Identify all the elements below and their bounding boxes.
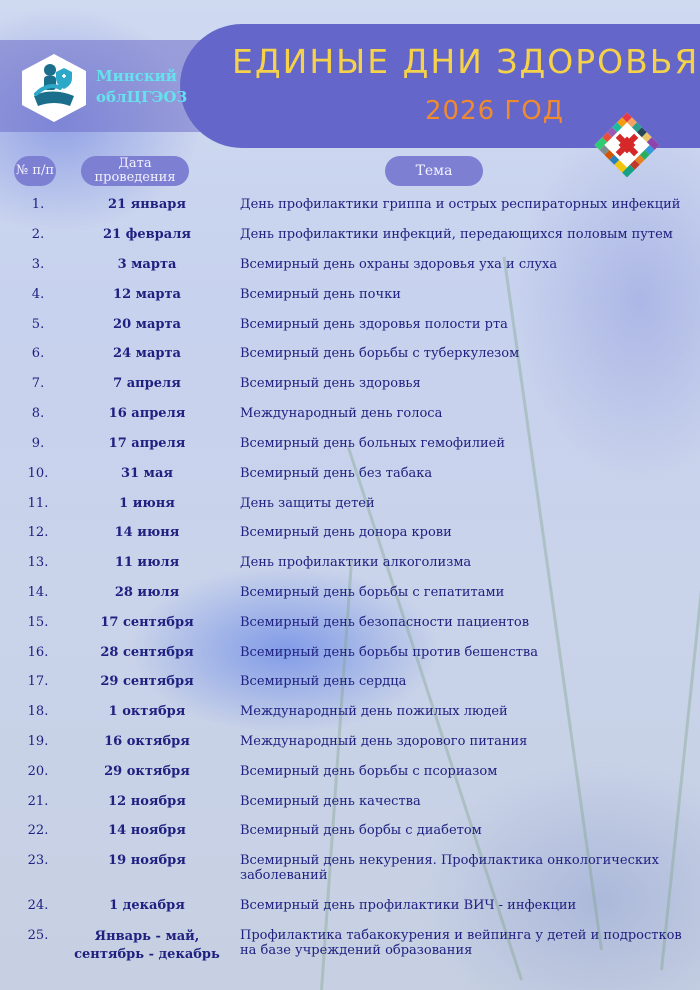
row-date: 28 сентября [100, 645, 194, 660]
row-date: 24 марта [113, 346, 181, 361]
row-topic: Международный день пожилых людей [240, 704, 508, 719]
row-number: 3. [31, 257, 45, 272]
row-number: 16. [27, 645, 49, 660]
row-topic: Всемирный день почки [240, 287, 401, 302]
page-title: ЕДИНЫЕ ДНИ ЗДОРОВЬЯ [232, 42, 700, 81]
organization-name: Минский облЦГЭОЗ [96, 67, 188, 106]
row-topic: Всемирный день борьбы с псориазом [240, 764, 498, 779]
row-number: 20. [27, 764, 49, 779]
row-topic: Всемирный день качества [240, 794, 421, 809]
row-topic: Всемирный день безопасности пациентов [240, 615, 530, 630]
row-topic: Международный день голоса [240, 406, 443, 421]
row-date: 3 марта [117, 257, 177, 272]
row-topic: Международный день здорового питания [240, 734, 528, 749]
ornament-icon [590, 108, 664, 182]
row-number: 19. [27, 734, 49, 749]
row-date: 14 июня [114, 525, 180, 540]
row-number: 25. [27, 928, 49, 943]
page-year: 2026 ГОД [425, 96, 565, 126]
row-number: 22. [27, 823, 49, 838]
row-number: 6. [31, 346, 45, 361]
row-date: 12 ноября [108, 794, 186, 809]
row-number: 9. [31, 436, 45, 451]
row-number: 23. [27, 853, 49, 868]
row-number: 17. [27, 674, 49, 689]
background-stem [660, 433, 700, 970]
row-date: 19 ноября [108, 853, 186, 868]
row-topic: Всемирный день профилактики ВИЧ - инфекции [240, 898, 577, 913]
row-date: 14 ноября [108, 823, 186, 838]
row-number: 21. [27, 794, 49, 809]
row-number: 1. [31, 197, 45, 212]
row-date: 21 января [108, 197, 186, 212]
row-number: 14. [27, 585, 49, 600]
row-number: 5. [31, 317, 45, 332]
row-topic: День профилактики гриппа и острых респираторных инфекций [240, 197, 681, 212]
row-date: Январь - май, сентябрь - декабрь [74, 929, 220, 962]
row-date: 7 апреля [113, 376, 181, 391]
row-date: 21 февраля [103, 227, 191, 242]
row-topic: День профилактики инфекций, передающихся половым путем [240, 227, 673, 242]
row-date: 29 октября [104, 764, 190, 779]
row-number: 2. [31, 227, 45, 242]
row-topic: Всемирный день некурения. Профилактика онкологических заболеваний [240, 853, 659, 883]
row-topic: Всемирный день борбы с диабетом [240, 823, 482, 838]
row-topic: Всемирный день здоровья полости рта [240, 317, 508, 332]
row-date: 20 марта [113, 317, 181, 332]
row-date: 16 апреля [108, 406, 186, 421]
row-number: 13. [27, 555, 49, 570]
row-number: 12. [27, 525, 49, 540]
row-date: 1 октября [108, 704, 186, 719]
column-header-number: № п/п [14, 156, 56, 186]
row-topic: Всемирный день охраны здоровья уха и слуха [240, 257, 558, 272]
column-header-date: Дата проведения [81, 156, 189, 186]
row-number: 8. [31, 406, 45, 421]
row-number: 10. [27, 466, 49, 481]
row-topic: Всемирный день борьбы против бешенства [240, 645, 538, 660]
row-topic: Всемирный день борьбы с гепатитами [240, 585, 505, 600]
row-date: 28 июля [114, 585, 180, 600]
row-topic: Всемирный день борьбы с туберкулезом [240, 346, 520, 361]
row-date: 11 июля [114, 555, 180, 570]
row-date: 1 декабря [109, 898, 185, 913]
row-topic: День защиты детей [240, 496, 375, 511]
row-number: 7. [31, 376, 45, 391]
row-topic: Всемирный день без табака [240, 466, 433, 481]
row-date: 1 июня [119, 496, 175, 511]
row-topic: Всемирный день здоровья [240, 376, 421, 391]
row-number: 15. [27, 615, 49, 630]
row-topic: Всемирный день сердца [240, 674, 407, 689]
row-number: 18. [27, 704, 49, 719]
row-number: 24. [27, 898, 49, 913]
row-date: 31 мая [121, 466, 173, 481]
column-header-topic: Тема [385, 156, 483, 186]
row-date: 12 марта [113, 287, 181, 302]
row-number: 11. [27, 496, 49, 511]
row-date: 17 апреля [108, 436, 186, 451]
row-topic: Всемирный день донора крови [240, 525, 452, 540]
row-date: 16 октября [104, 734, 190, 749]
row-number: 4. [31, 287, 45, 302]
row-topic: День профилактики алкоголизма [240, 555, 472, 570]
row-topic: Профилактика табакокурения и вейпинга у детей и подростков на базе учреждений образования [240, 928, 682, 958]
row-date: 29 сентября [100, 674, 194, 689]
row-date: 17 сентября [100, 615, 194, 630]
row-topic: Всемирный день больных гемофилией [240, 436, 506, 451]
